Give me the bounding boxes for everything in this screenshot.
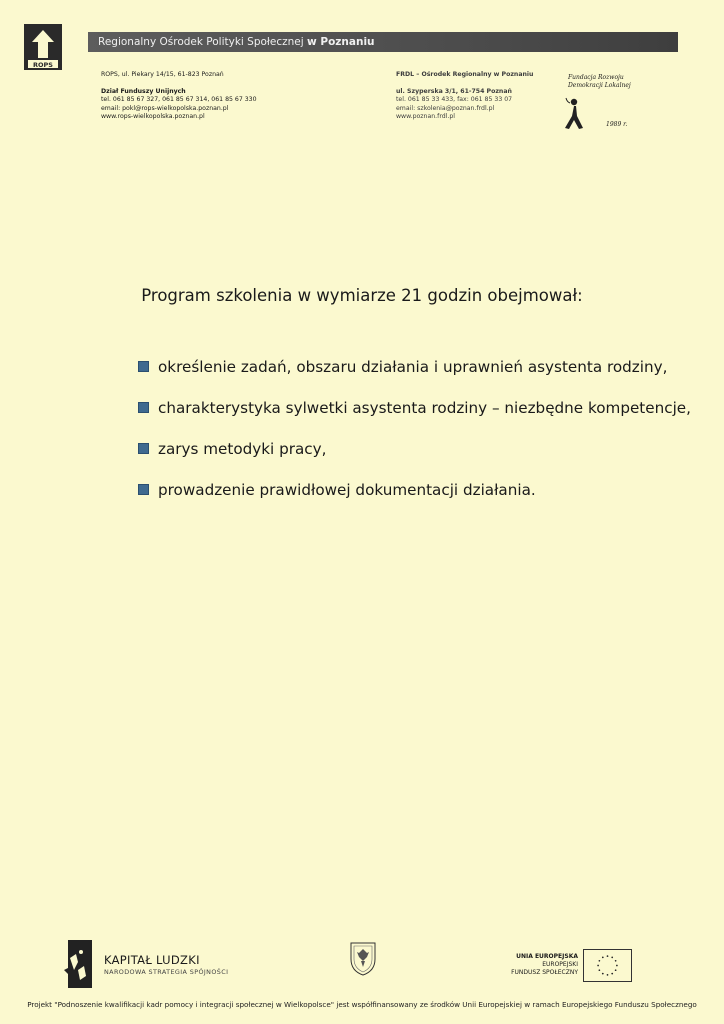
list-item-text: określenie zadań, obszaru działania i uprawnień asystenta rodziny, <box>158 358 668 376</box>
square-bullet-icon <box>138 402 149 413</box>
rops-logo-label: ROPS <box>33 61 53 69</box>
kapital-ludzki-logo-icon <box>64 940 92 988</box>
list-item <box>138 480 691 521</box>
square-bullet-icon <box>138 484 149 495</box>
frdl-address-line: FRDL – Ośrodek Regionalny w Poznaniu <box>396 71 534 78</box>
fundacja-year: 1989 r. <box>606 121 628 128</box>
frdl-address-block <box>396 71 533 121</box>
frdl-address-line: tel. 061 85 33 433, fax: 061 85 33 07 <box>396 96 513 104</box>
list-item-text: prowadzenie prawidłowej dokumentacji działania. <box>158 481 536 499</box>
fundacja-name <box>568 74 648 90</box>
program-title: Program szkolenia w wymiarze 21 godzin obejmował: <box>141 286 583 305</box>
list-item-text: zarys metodyki pracy, <box>158 440 327 458</box>
rops-address-line: www.rops-wielkopolska.poznan.pl <box>101 113 205 121</box>
eu-flag-icon <box>583 949 632 982</box>
rops-address-block <box>101 71 257 121</box>
eu-line2: EUROPEJSKI <box>542 961 578 968</box>
eu-star-icon <box>611 973 613 975</box>
eu-star-icon <box>607 974 609 976</box>
walking-figure-icon <box>562 96 588 130</box>
frdl-address-line <box>396 79 533 87</box>
eu-line3: FUNDUSZ SPOŁECZNY <box>511 969 578 976</box>
header-bar-title-bold: w Poznaniu <box>307 36 375 48</box>
square-bullet-icon <box>138 443 149 454</box>
eu-star-icon <box>602 973 604 975</box>
frdl-address-line: www.poznan.frdl.pl <box>396 113 456 121</box>
rops-address-line: Dział Funduszy Unijnych <box>101 87 186 95</box>
wielkopolska-crest-icon <box>349 941 377 977</box>
program-list <box>138 357 691 521</box>
eu-star-icon <box>615 969 617 971</box>
eu-star-icon <box>597 965 599 967</box>
list-item-text: charakterystyka sylwetki asystenta rodziny – niezbędne kompetencje, <box>158 399 691 417</box>
eu-text <box>490 953 578 977</box>
list-item <box>138 439 691 480</box>
eu-star-icon <box>616 965 618 967</box>
frdl-address-line: email: szkolenia@poznan.frdl.pl <box>396 104 495 112</box>
kapital-ludzki-title: KAPITAŁ LUDZKI <box>104 953 200 967</box>
eu-star-icon <box>602 957 604 959</box>
eu-star-icon <box>599 969 601 971</box>
eu-star-icon <box>611 957 613 959</box>
square-bullet-icon <box>138 361 149 372</box>
list-item <box>138 398 691 439</box>
rops-address-line: tel. 061 85 67 327, 061 85 67 314, 061 85 67 330 <box>101 96 257 104</box>
list-item <box>138 357 691 398</box>
header-bar-title: Regionalny Ośrodek Polityki Społecznej <box>98 36 308 48</box>
header-bar <box>88 32 678 52</box>
rops-logo <box>24 24 62 70</box>
fundacja-line1: Fundacja Rozwoju <box>568 74 624 81</box>
eu-star-icon <box>607 955 609 957</box>
eu-star-icon <box>599 960 601 962</box>
eu-star-icon <box>615 960 617 962</box>
rops-address-line: email: pokl@rops-wielkopolska.poznan.pl <box>101 104 229 112</box>
rops-address-line <box>101 79 257 87</box>
rops-address-line: ROPS, ul. Piekary 14/15, 61-823 Poznań <box>101 71 224 78</box>
eu-line1: UNIA EUROPEJSKA <box>516 953 578 960</box>
footer-note: Projekt "Podnoszenie kwalifikacji kadr pomocy i integracji społecznej w Wielkopolsce" jest współfinansowany ze środków Unii Europejskiej w ramach Europejskiego Funduszu Społecznego <box>27 1000 697 1009</box>
frdl-address-line: ul. Szyperska 3/1, 61-754 Poznań <box>396 87 512 95</box>
fundacja-line2: Demokracji Lokalnej <box>568 82 631 89</box>
kapital-ludzki-subtitle: NARODOWA STRATEGIA SPÓJNOŚCI <box>104 968 229 976</box>
